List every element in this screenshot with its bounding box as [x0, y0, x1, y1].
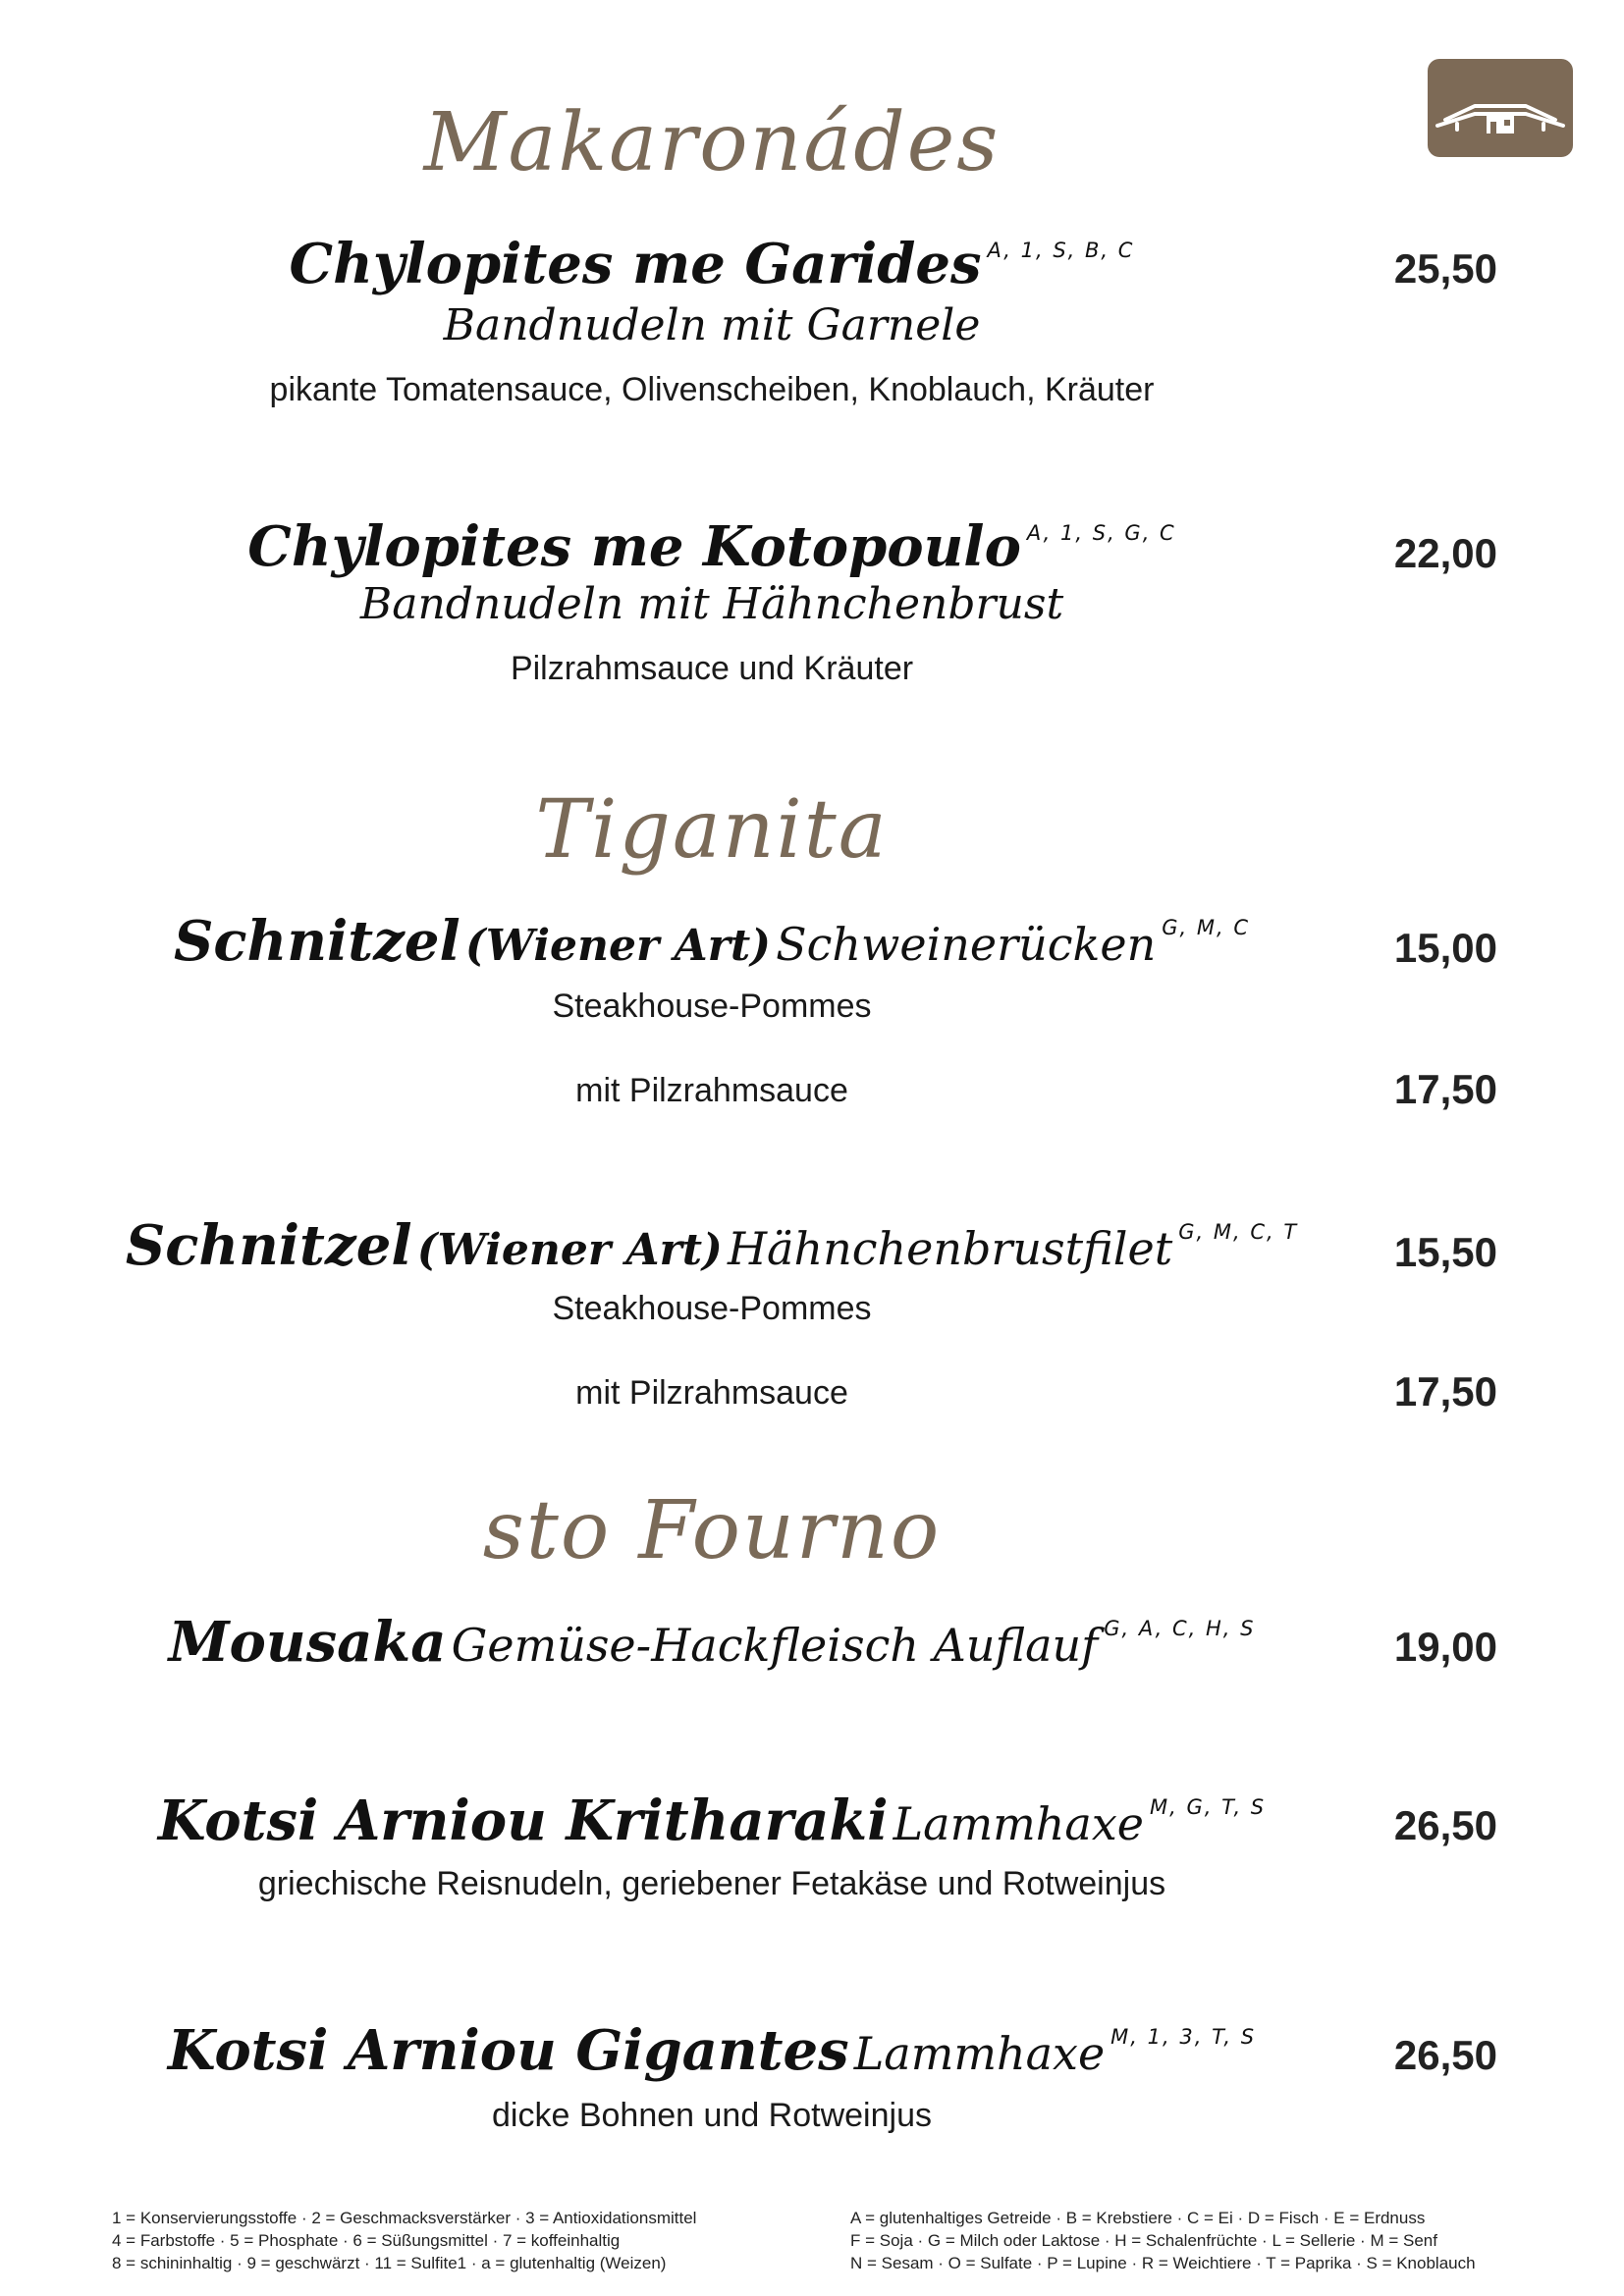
allergen-codes: G, M, C [1162, 916, 1251, 939]
dish-price: 15,00 [1393, 925, 1497, 971]
dish-subtitle-inline: Gemüse-Hackfleisch Auflauf [451, 1619, 1099, 1672]
dish-description: Steakhouse-Pommes [552, 1290, 872, 1327]
dish-description: Pilzrahmsauce und Kräuter [510, 650, 914, 687]
legend-line: 8 = schininhaltig · 9 = geschwärzt · 11 = Sulfite1 · a = glutenhaltig (Weizen) [112, 2254, 667, 2272]
dish-name: Kotsi Arniou Gigantes [167, 2018, 849, 2083]
dish-name-extra: (Wiener Art) [464, 921, 771, 971]
dish-title-row [0, 2018, 1424, 2083]
restaurant-logo [1428, 59, 1573, 157]
section-title-makaronades: Makaronádes [423, 96, 1001, 189]
allergen-legend [850, 2207, 1476, 2274]
legend-line: N = Sesam · O = Sulfate · P = Lupine · R = Weichtiere · T = Paprika · S = Knoblauch [850, 2254, 1476, 2272]
legend-line: 1 = Konservierungsstoffe · 2 = Geschmacksverstärker · 3 = Antioxidationsmittel [112, 2209, 697, 2227]
dish-description: dicke Bohnen und Rotweinjus [492, 2097, 932, 2134]
allergen-codes: A, 1, S, B, C [987, 239, 1135, 262]
legend-line: A = glutenhaltiges Getreide · B = Krebstiere · C = Ei · D = Fisch · E = Erdnuss [850, 2209, 1426, 2227]
section-title-sto-fourno: sto Fourno [482, 1484, 942, 1577]
dish-subtitle-inline: Lammhaxe [893, 1797, 1145, 1850]
dish-description: Steakhouse-Pommes [552, 988, 872, 1025]
dish-subtitle-inline: Hähnchenbrustfilet [727, 1222, 1173, 1275]
legend-line: 4 = Farbstoffe · 5 = Phosphate · 6 = Süßungsmittel · 7 = koffeinhaltig [112, 2231, 621, 2250]
allergen-codes: M, 1, 3, T, S [1110, 2025, 1257, 2049]
dish-subtitle-inline: Schweinerücken [776, 918, 1157, 971]
dish-name: Chylopites me Kotopoulo [247, 514, 1021, 579]
dish-subtitle: Bandnudeln mit Garnele [443, 300, 981, 350]
dish-option-price: 17,50 [1393, 1368, 1497, 1415]
house-icon [1428, 59, 1573, 157]
dish-description: pikante Tomatensauce, Olivenscheiben, Knoblauch, Kräuter [269, 371, 1155, 408]
dish-price: 19,00 [1393, 1624, 1497, 1670]
dish-price: 26,50 [1393, 1802, 1497, 1848]
dish-price: 25,50 [1393, 245, 1497, 292]
dish-title-row [0, 909, 1424, 974]
allergen-codes: G, A, C, H, S [1104, 1617, 1256, 1640]
dish-name: Schnitzel [125, 1213, 412, 1278]
dish-option: mit Pilzrahmsauce [575, 1072, 848, 1109]
dish-subtitle-inline: Lammhaxe [853, 2027, 1106, 2080]
dish-title-row [0, 1610, 1424, 1675]
dish-option: mit Pilzrahmsauce [575, 1374, 848, 1412]
dish-title-row [0, 1789, 1424, 1853]
dish-option-price: 17,50 [1393, 1066, 1497, 1112]
dish-name: Schnitzel [173, 909, 460, 974]
allergen-codes: A, 1, S, G, C [1026, 521, 1176, 545]
dish-title-row [0, 514, 1424, 579]
additive-legend [112, 2207, 696, 2274]
dish-title-row [0, 232, 1424, 296]
allergen-codes: G, M, C, T [1178, 1220, 1299, 1244]
dish-name: Kotsi Arniou Kritharaki [157, 1789, 889, 1853]
dish-description: griechische Reisnudeln, geriebener Fetakäse und Rotweinjus [257, 1865, 1166, 1902]
legend-line: F = Soja · G = Milch oder Laktose · H = Schalenfrüchte · L = Sellerie · M = Senf [850, 2231, 1437, 2250]
dish-name: Chylopites me Garides [289, 232, 982, 296]
dish-name: Mousaka [168, 1610, 447, 1675]
dish-name-extra: (Wiener Art) [416, 1225, 723, 1275]
dish-price: 26,50 [1393, 2032, 1497, 2078]
dish-subtitle: Bandnudeln mit Hähnchenbrust [359, 579, 1064, 629]
dish-title-row [0, 1213, 1424, 1278]
dish-price: 15,50 [1393, 1229, 1497, 1275]
section-title-tiganita: Tiganita [535, 783, 889, 877]
dish-price: 22,00 [1393, 530, 1497, 576]
allergen-codes: M, G, T, S [1150, 1795, 1267, 1819]
